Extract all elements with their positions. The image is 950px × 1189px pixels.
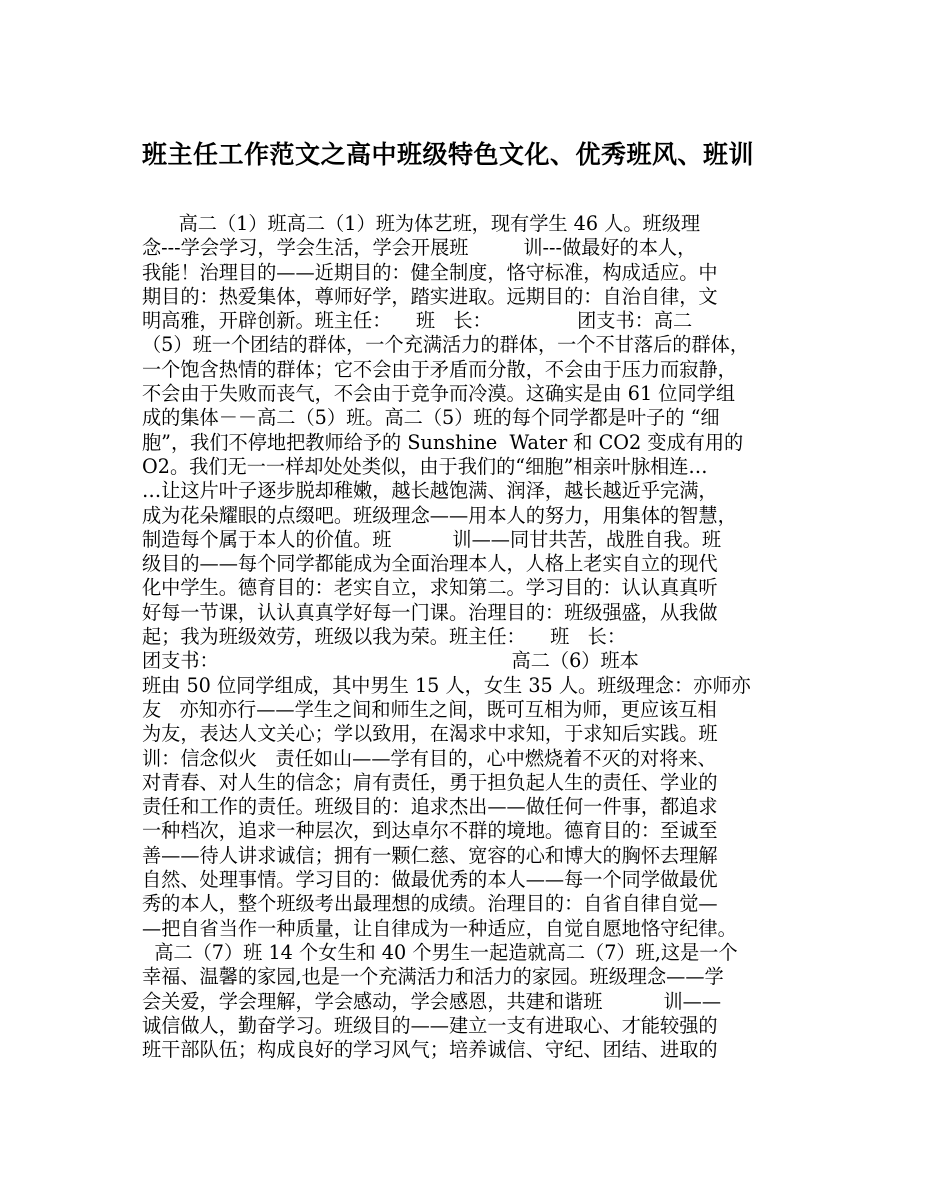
body-line: 为友，表达人文关心；学以致用，在渴求中求知，于求知后实践。班 <box>142 722 718 746</box>
body-line: 胞”，我们不停地把教师给予的 Sunshine Water 和 CO2 变成有用的 <box>142 430 744 454</box>
body-line: 责任和工作的责任。班级目的：追求杰出——做任何一件事，都追求 <box>142 795 718 819</box>
body-line: 幸福、温馨的家园,也是一个充满活力和活力的家园。班级理念——学 <box>142 965 724 989</box>
body-line: 自然、处理事情。学习目的：做最优秀的本人——每一个同学做最优 <box>142 868 718 892</box>
body-line: —把自省当作一种质量，让自律成为一种适应，自觉自愿地恪守纪律。 <box>142 916 737 940</box>
body-line: 班由 50 位同学组成，其中男生 15 人，女生 35 人。班级理念：亦师亦 <box>142 673 751 697</box>
body-line: 不会由于失败而丧气，不会由于竞争而冷漠。这确实是由 61 位同学组 <box>142 382 736 406</box>
body-line: 友 亦知亦行——学生之间和师生之间，既可互相为师，更应该互相 <box>142 697 717 721</box>
body-line: 化中学生。德育目的：老实自立，求知第二。学习目的：认认真真听 <box>142 576 718 600</box>
body-line: 明高雅，开辟创新。班主任： 班 长： 团支书：高二 <box>142 309 693 333</box>
document-body <box>142 212 814 1062</box>
body-line: 起；我为班级效劳，班级以我为荣。班主任： 班 长： <box>142 625 627 649</box>
body-line: （5）班一个团结的群体，一个充满活力的群体，一个不甘落后的群体， <box>142 333 750 357</box>
body-line: 诚信做人，勤奋学习。班级目的——建立一支有进取心、才能较强的 <box>142 1013 718 1037</box>
body-line: …让这片叶子逐步脱却稚嫩，越长越饱满、润泽，越长越近乎完满， <box>142 479 718 503</box>
body-line: 一个饱含热情的群体；它不会由于矛盾而分散，不会由于压力而寂静， <box>142 357 737 381</box>
body-line: 好每一节课，认认真真学好每一门课。治理目的：班级强盛，从我做 <box>142 600 718 624</box>
body-line: 成的集体－－高二（5）班。高二（5）班的每个同学都是叶子的 “细 <box>142 406 720 430</box>
body-line: 团支书： 高二（6）班本 <box>142 649 639 673</box>
body-line: 制造每个属于本人的价值。班 训——同甘共苦，战胜自我。班 <box>142 527 722 551</box>
body-line: 成为花朵耀眼的点缀吧。班级理念——用本人的努力，用集体的智慧， <box>142 503 737 527</box>
body-line: 期目的：热爱集体，尊师好学，踏实进取。远期目的：自治自律，文 <box>142 284 718 308</box>
body-line: 级目的——每个同学都能成为全面治理本人，人格上老实自立的现代 <box>142 552 718 576</box>
body-line: 我能！治理目的——近期目的：健全制度，恪守标准，构成适应。中 <box>142 260 718 284</box>
body-line: 对青春、对人生的信念；肩有责任，勇于担负起人生的责任、学业的 <box>142 770 718 794</box>
body-line: 秀的本人，整个班级考出最理想的成绩。治理目的：自省自律自觉— <box>142 892 718 916</box>
body-line: 念---学会学习，学会生活，学会开展班 训---做最好的本人， <box>142 236 697 260</box>
body-line: 善——待人讲求诚信；拥有一颗仁慈、宽容的心和博大的胸怀去理解 <box>142 843 718 867</box>
document-title: 班主任工作范文之高中班级特色文化、优秀班风、班训 <box>142 140 755 169</box>
body-line: 一种档次，追求一种层次，到达卓尔不群的境地。德育目的：至诚至 <box>142 819 718 843</box>
body-line: 高二（1）班高二（1）班为体艺班，现有学生 46 人。班级理 <box>142 212 701 235</box>
body-line: 高二（7）班 14 个女生和 40 个男生一起造就高二（7）班,这是一个 <box>142 940 738 964</box>
body-line: 班干部队伍；构成良好的学习风气；培养诚信、守纪、团结、进取的 <box>142 1038 718 1062</box>
body-line: O2。我们无一一样却处处类似，由于我们的“细胞”相亲叶脉相连… <box>142 454 708 478</box>
body-line: 会关爱，学会理解，学会感动，学会感恩，共建和谐班 训—— <box>142 989 722 1013</box>
body-line: 训：信念似火 责任如山——学有目的，心中燃烧着不灭的对将来、 <box>142 746 717 770</box>
